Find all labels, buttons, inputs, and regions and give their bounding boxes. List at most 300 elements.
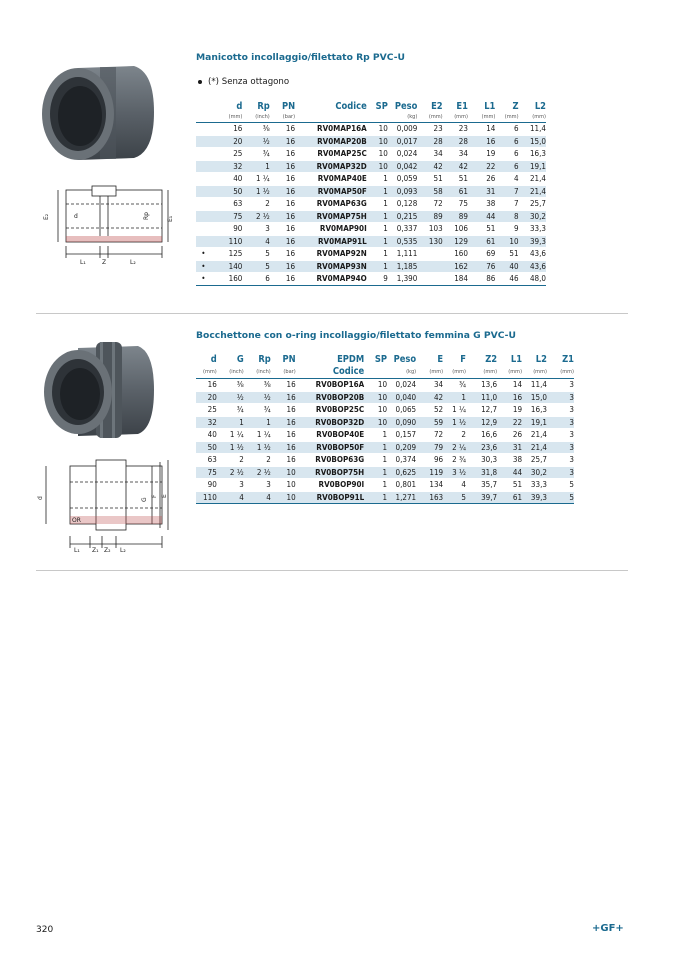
table-cell: 106 xyxy=(443,223,468,236)
table-cell: 1,185 xyxy=(388,260,418,273)
header-cell: Peso xyxy=(394,101,418,112)
table-cell: 12,9 xyxy=(466,416,497,429)
table-cell: 0,374 xyxy=(387,454,416,467)
table-cell: 25,7 xyxy=(522,454,547,467)
label-e2: E₂ xyxy=(43,213,50,220)
table-row xyxy=(196,441,574,454)
table-cell: 42 xyxy=(443,160,468,173)
table-row xyxy=(196,491,574,504)
table-cell: 1 ½ xyxy=(242,185,269,198)
table-cell: 1 ¼ xyxy=(244,429,271,442)
table-cell: 1 xyxy=(242,160,269,173)
table-cell: 33,3 xyxy=(519,223,546,236)
table-cell: 1 xyxy=(367,173,388,186)
table-row xyxy=(196,466,574,479)
unit-cell: (mm) xyxy=(443,113,468,123)
product-code: RV0MAP63G xyxy=(295,198,367,211)
table-cell: 0,157 xyxy=(387,429,416,442)
table-row xyxy=(196,173,546,186)
table-cell: 1 xyxy=(367,198,388,211)
table-cell: 16 xyxy=(196,379,217,392)
table-cell: 20 xyxy=(196,391,217,404)
table-cell: 3 xyxy=(547,404,574,417)
table-cell: 184 xyxy=(443,273,468,286)
table-cell: 31 xyxy=(497,441,522,454)
table-cell: 0,042 xyxy=(388,160,418,173)
table-cell: 31 xyxy=(468,185,495,198)
header-row xyxy=(196,101,546,113)
table-cell: 16 xyxy=(270,135,295,148)
table-cell: 39,7 xyxy=(466,491,497,504)
table-cell: 3 xyxy=(244,479,271,492)
table-cell: 10 xyxy=(271,479,296,492)
header-cell: L1 xyxy=(484,101,496,112)
table-cell: 20 xyxy=(211,135,243,148)
table-cell: 0,059 xyxy=(388,173,418,186)
table-cell: 76 xyxy=(468,260,495,273)
table-cell: 16 xyxy=(270,198,295,211)
table-cell: 31,8 xyxy=(466,466,497,479)
table-cell: 140 xyxy=(211,260,243,273)
header-row xyxy=(196,354,574,366)
product-code: RV0MAP20B xyxy=(295,135,367,148)
table-cell: 10 xyxy=(367,160,388,173)
unit-cell: (inch) xyxy=(229,368,244,375)
table-cell: 1 xyxy=(367,248,388,261)
table-cell: 1 xyxy=(443,391,466,404)
unit-cell: (mm) xyxy=(417,113,442,123)
table-cell: 11,0 xyxy=(466,391,497,404)
table-cell: 8 xyxy=(495,210,518,223)
table-row xyxy=(196,479,574,492)
table-cell: 86 xyxy=(468,273,495,286)
table-cell: 1 xyxy=(244,416,271,429)
table-cell: 5 xyxy=(547,491,574,504)
label-z: Z xyxy=(102,259,107,266)
header-cell: Z2 xyxy=(485,354,498,365)
table-row xyxy=(196,429,574,442)
table-cell: 16 xyxy=(270,185,295,198)
header-cell: L2 xyxy=(534,101,546,112)
table-cell: 90 xyxy=(211,223,243,236)
bullet-icon xyxy=(198,80,202,84)
table-cell: 61 xyxy=(443,185,468,198)
table-cell: 1 xyxy=(364,429,387,442)
table-cell: 1 ½ xyxy=(244,441,271,454)
table-cell: 3 xyxy=(547,416,574,429)
table-cell: 34 xyxy=(417,148,442,161)
table-cell: 19,1 xyxy=(519,160,546,173)
table-cell: 1,271 xyxy=(387,491,416,504)
product-code: RV0MAP91L xyxy=(295,235,367,248)
table-cell xyxy=(196,135,211,148)
table-cell: 39,3 xyxy=(519,235,546,248)
table-cell: 16 xyxy=(270,273,295,286)
table-cell: ⅜ xyxy=(217,379,244,392)
table-cell: 16 xyxy=(270,235,295,248)
table-cell: 3 xyxy=(547,441,574,454)
table-cell: 12,7 xyxy=(466,404,497,417)
product-code: RV0MAP16A xyxy=(295,123,367,136)
table-cell: 75 xyxy=(443,198,468,211)
table-cell: 1 xyxy=(364,491,387,504)
product-code: RV0MAP32D xyxy=(295,160,367,173)
table-cell: 42 xyxy=(417,160,442,173)
unit-cell: (mm) xyxy=(483,368,498,375)
table-cell: 58 xyxy=(417,185,442,198)
table-cell: 19 xyxy=(468,148,495,161)
sleeve-dimension-drawing xyxy=(44,184,174,266)
table-cell: 10 xyxy=(271,466,296,479)
table-cell: 40 xyxy=(211,173,243,186)
label-or: OR xyxy=(72,517,81,524)
table-cell: 134 xyxy=(416,479,443,492)
table-cell: ½ xyxy=(217,391,244,404)
unit-cell: (mm) xyxy=(211,113,243,123)
header-cell: L1 xyxy=(510,354,523,365)
header-cell-codice: Codice xyxy=(332,366,365,377)
header-cell: E1 xyxy=(456,101,468,112)
table-cell: 23 xyxy=(417,123,442,136)
table-cell: 21,4 xyxy=(522,429,547,442)
table-cell: 16 xyxy=(211,123,243,136)
table-cell: 69 xyxy=(468,248,495,261)
table-cell: 52 xyxy=(416,404,443,417)
table-cell: ¾ xyxy=(244,404,271,417)
table-cell: 75 xyxy=(196,466,217,479)
product-code: RV0BOP90I xyxy=(296,479,365,492)
table-cell: 30,3 xyxy=(466,454,497,467)
table-cell: 72 xyxy=(416,429,443,442)
table-row xyxy=(196,273,546,286)
table-cell: 40 xyxy=(495,260,518,273)
table-cell: 16 xyxy=(270,223,295,236)
table-cell: 119 xyxy=(416,466,443,479)
table-cell: • xyxy=(196,273,211,286)
product-code: RV0MAP94O xyxy=(295,273,367,286)
table-cell: 16,3 xyxy=(519,148,546,161)
table-cell: 5 xyxy=(242,260,269,273)
unit-cell: (mm) xyxy=(495,113,518,123)
unit-row xyxy=(196,366,574,378)
table-cell: 1 ¼ xyxy=(242,173,269,186)
table-cell: 11,4 xyxy=(522,379,547,392)
table-cell: 1 xyxy=(217,416,244,429)
table-cell: 1,390 xyxy=(388,273,418,286)
product-code: RV0BOP16A xyxy=(296,379,365,392)
table-cell: 1 xyxy=(364,479,387,492)
table-row xyxy=(196,198,546,211)
table-cell: 1 xyxy=(367,185,388,198)
product-code: RV0BOP20B xyxy=(296,391,365,404)
label-e1: E₁ xyxy=(167,215,174,222)
header-cell: Rp xyxy=(258,354,271,365)
table-cell: 89 xyxy=(443,210,468,223)
table-cell: 0,801 xyxy=(387,479,416,492)
table-cell: 0,625 xyxy=(387,466,416,479)
table-cell: 1 xyxy=(367,210,388,223)
table-row xyxy=(196,416,574,429)
table-row xyxy=(196,248,546,261)
table-cell: 44 xyxy=(497,466,522,479)
unit-cell: (mm) xyxy=(519,113,546,123)
table-cell: 2 xyxy=(244,454,271,467)
product-code: RV0BOP32D xyxy=(296,416,365,429)
header-cell: d xyxy=(236,101,243,112)
table-cell: 0,535 xyxy=(388,235,418,248)
table-cell: 6 xyxy=(495,135,518,148)
union-dimension-drawing xyxy=(36,458,174,554)
table-cell: 16 xyxy=(497,391,522,404)
table-row xyxy=(196,135,546,148)
table-cell: 43,6 xyxy=(519,260,546,273)
label-d: d xyxy=(37,496,44,500)
table-cell xyxy=(196,160,211,173)
table-cell: 160 xyxy=(443,248,468,261)
table-cell: 2 xyxy=(217,454,244,467)
unit-cell: (inch) xyxy=(256,368,271,375)
table-row xyxy=(196,235,546,248)
table-cell: ¾ xyxy=(217,404,244,417)
table-cell: 5 xyxy=(242,248,269,261)
table-row xyxy=(196,260,546,273)
table-cell: 42 xyxy=(416,391,443,404)
table-cell: 16 xyxy=(271,416,296,429)
table-cell: 61 xyxy=(468,235,495,248)
table-cell: ¾ xyxy=(443,379,466,392)
header-cell: Rp xyxy=(257,101,270,112)
unit-cell: (kg) xyxy=(388,113,418,123)
table-cell: 4 xyxy=(443,479,466,492)
unit-cell xyxy=(364,366,387,378)
table-cell: 0,337 xyxy=(388,223,418,236)
table-cell: 0,040 xyxy=(387,391,416,404)
table-cell: 0,093 xyxy=(388,185,418,198)
label-rp: Rp xyxy=(143,212,150,220)
table-cell: 22 xyxy=(497,416,522,429)
header-cell: E xyxy=(437,354,444,365)
table-cell: 0,209 xyxy=(387,441,416,454)
table-cell: 10 xyxy=(271,491,296,504)
table-cell: 34 xyxy=(443,148,468,161)
table-cell: 10 xyxy=(495,235,518,248)
table-cell: 1 ½ xyxy=(217,441,244,454)
table-cell: 23 xyxy=(443,123,468,136)
table-cell: 34 xyxy=(416,379,443,392)
table-cell: 1 xyxy=(367,260,388,273)
table-row xyxy=(196,210,546,223)
unit-cell: (bar) xyxy=(283,368,296,375)
table-cell: 15,0 xyxy=(519,135,546,148)
table-cell: 51 xyxy=(443,173,468,186)
header-cell: L2 xyxy=(535,354,547,365)
table-cell: 10 xyxy=(367,123,388,136)
table-row xyxy=(196,148,546,161)
table-cell: 13,6 xyxy=(466,379,497,392)
product-code: RV0BOP50F xyxy=(296,441,365,454)
unit-cell: (mm) xyxy=(533,368,547,375)
header-cell: EPDM xyxy=(337,354,365,365)
unit-cell: (mm) xyxy=(468,113,495,123)
table-cell: 5 xyxy=(443,491,466,504)
section-divider xyxy=(36,313,628,314)
table-cell xyxy=(196,148,211,161)
product-code: RV0MAP40E xyxy=(295,173,367,186)
section-title-sleeve: Manicotto incollaggio/filettato Rp PVC-U xyxy=(196,52,405,63)
table-cell: • xyxy=(196,248,211,261)
product-code: RV0BOP91L xyxy=(296,491,365,504)
label-l1: L₁ xyxy=(74,547,80,554)
table-cell: 4 xyxy=(495,173,518,186)
section-divider xyxy=(36,570,628,571)
unit-cell: (bar) xyxy=(270,113,295,123)
table-cell: 21,4 xyxy=(522,441,547,454)
table-cell: 3 xyxy=(547,379,574,392)
table-cell: 162 xyxy=(443,260,468,273)
table-cell xyxy=(196,210,211,223)
table-cell: 32 xyxy=(211,160,243,173)
table-cell: 89 xyxy=(417,210,442,223)
table-cell: 110 xyxy=(211,235,243,248)
table-cell: 160 xyxy=(211,273,243,286)
table-cell: 0,017 xyxy=(388,135,418,148)
header-cell: SP xyxy=(374,354,388,365)
table-cell: 61 xyxy=(497,491,522,504)
table-cell: 38 xyxy=(468,198,495,211)
label-d: d xyxy=(74,213,78,220)
table-row xyxy=(196,123,546,136)
table-cell: 129 xyxy=(443,235,468,248)
table-cell: 32 xyxy=(196,416,217,429)
table-cell: 16 xyxy=(270,260,295,273)
unit-row xyxy=(196,113,546,123)
table-cell xyxy=(417,273,442,286)
table-cell: 11,4 xyxy=(519,123,546,136)
product-code: RV0MAP75H xyxy=(295,210,367,223)
table-cell: 75 xyxy=(211,210,243,223)
header-cell: SP xyxy=(375,101,388,112)
table-cell: ⅜ xyxy=(242,123,269,136)
table-cell: 59 xyxy=(416,416,443,429)
table-cell: 2 xyxy=(242,198,269,211)
table-cell: 16 xyxy=(270,148,295,161)
table-cell: 3 xyxy=(547,429,574,442)
table-cell: 51 xyxy=(417,173,442,186)
product-code: RV0BOP75H xyxy=(296,466,365,479)
table-cell: 44 xyxy=(468,210,495,223)
table-cell: 1 xyxy=(364,466,387,479)
table-cell: 7 xyxy=(495,185,518,198)
table-cell: 1 xyxy=(367,235,388,248)
table-cell: 63 xyxy=(211,198,243,211)
table-cell: 26 xyxy=(468,173,495,186)
header-cell: F xyxy=(460,354,466,365)
table-cell: 15,0 xyxy=(522,391,547,404)
unit-cell: (inch) xyxy=(242,113,269,123)
table-cell: • xyxy=(196,260,211,273)
table-cell xyxy=(196,123,211,136)
table-cell: 1,111 xyxy=(388,248,418,261)
label-e: E xyxy=(161,494,168,498)
table-cell: 16 xyxy=(270,123,295,136)
table-cell: 23,6 xyxy=(466,441,497,454)
table-cell: 1 ½ xyxy=(443,416,466,429)
table-cell: 16 xyxy=(270,248,295,261)
table-cell: 0,065 xyxy=(387,404,416,417)
table-cell: 48,0 xyxy=(519,273,546,286)
table-cell: 9 xyxy=(367,273,388,286)
table-row xyxy=(196,160,546,173)
table-cell: 0,024 xyxy=(387,379,416,392)
table-cell: 2 ½ xyxy=(244,466,271,479)
table-cell: 16 xyxy=(270,173,295,186)
table-cell: 5 xyxy=(547,479,574,492)
table-cell: 25,7 xyxy=(519,198,546,211)
table-cell: 10 xyxy=(364,391,387,404)
header-cell: G xyxy=(236,354,244,365)
table-cell: 3 xyxy=(217,479,244,492)
sleeve-photo xyxy=(38,62,156,166)
table-cell: 110 xyxy=(196,491,217,504)
label-f: F xyxy=(151,494,158,498)
table-cell: 10 xyxy=(364,416,387,429)
table-cell: 16 xyxy=(270,160,295,173)
product-code: RV0MAP92N xyxy=(295,248,367,261)
table-cell: 2 xyxy=(443,429,466,442)
table-cell: 79 xyxy=(416,441,443,454)
table-cell: 3 xyxy=(547,391,574,404)
page-number: 320 xyxy=(36,925,54,935)
product-code: RV0MAP25C xyxy=(295,148,367,161)
table-cell: 2 ½ xyxy=(217,466,244,479)
header-cell: PN xyxy=(281,101,296,112)
table-cell: 10 xyxy=(367,148,388,161)
table-cell xyxy=(196,185,211,198)
table-cell: 16 xyxy=(271,391,296,404)
table-cell: 30,2 xyxy=(522,466,547,479)
table-cell: 3 ½ xyxy=(443,466,466,479)
table-cell: 0,215 xyxy=(388,210,418,223)
unit-cell xyxy=(295,113,367,123)
table-cell: 3 xyxy=(547,466,574,479)
table-cell: 0,024 xyxy=(388,148,418,161)
table-cell: 16 xyxy=(271,454,296,467)
table-cell xyxy=(196,198,211,211)
table-row xyxy=(196,379,574,392)
label-l2: L₂ xyxy=(120,547,126,554)
label-z1: Z₁ xyxy=(92,547,99,554)
unit-cell xyxy=(367,113,388,123)
table-cell: ½ xyxy=(244,391,271,404)
table-cell xyxy=(417,248,442,261)
product-code: RV0BOP63G xyxy=(296,454,365,467)
table-row xyxy=(196,404,574,417)
header-cell: PN xyxy=(282,354,296,365)
table-cell: 0,009 xyxy=(388,123,418,136)
unit-cell: (mm) xyxy=(508,368,523,375)
header-cell: Codice xyxy=(335,101,367,112)
table-cell: 40 xyxy=(196,429,217,442)
table-cell: 0,128 xyxy=(388,198,418,211)
table-cell: 28 xyxy=(443,135,468,148)
table-cell: ¾ xyxy=(242,148,269,161)
table-cell: 39,3 xyxy=(522,491,547,504)
label-l1: L₁ xyxy=(80,259,86,266)
note-no-octagon xyxy=(198,77,289,87)
table-cell: 16 xyxy=(271,379,296,392)
note-text: (*) Senza ottagono xyxy=(208,77,290,87)
header-cell: Z xyxy=(512,101,519,112)
